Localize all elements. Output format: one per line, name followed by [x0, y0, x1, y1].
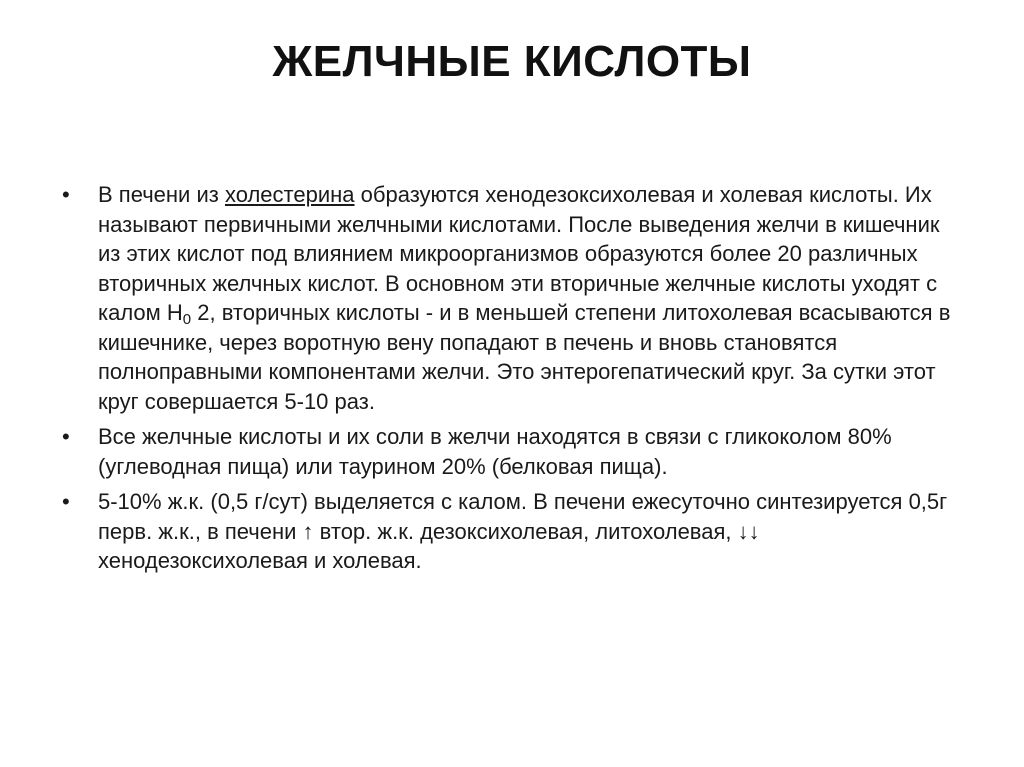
bullet-list: [62, 180, 962, 582]
slide-title: ЖЕЛЧНЫЕ КИСЛОТЫ: [272, 37, 752, 86]
bullet-1-text-start: В печени из: [98, 182, 225, 207]
bullet-3-text: 5-10% ж.к. (0,5 г/сут) выделяется с калом. В печени ежесуточно синтезируется 0,5г перв. ж.к., в печени ↑ втор. ж.к. дезоксихолевая, литохолевая, ↓↓ хенодезоксихолевая и холевая.: [98, 489, 948, 573]
subscript-zero: 0: [182, 311, 192, 328]
bullet-2-text: Все желчные кислоты и их соли в желчи находятся в связи с гликоколом 80% (углеводная пища) или таурином 20% (белковая пища).: [98, 424, 892, 479]
bullet-1-text-middle: образуются хенодезоксихолевая и холевая кислоты. Их называют первичными желчными кислотами. После выведения желчи в кишечник из этих кислот под влиянием микроорганизмов образуются более 20 различных вторичных желчных кислот. В основном эти вторичные желчные кислоты уходят с калом Н: [98, 182, 940, 325]
bullet-1-text-end: 2, вторичных кислоты - и в меньшей степени литохолевая всасываются в кишечнике, через воротную вену попадают в печень и вновь становятся полноправными компонентами желчи. Это энтерогепатический круг. За сутки этот круг совершается 5-10 раз.: [98, 300, 951, 414]
bullet-item-3: [62, 487, 962, 576]
bullet-marker: •: [62, 424, 70, 449]
bullet-item-2: [62, 422, 962, 481]
bullet-item-1: [62, 180, 962, 416]
cholesterol-link[interactable]: холестерина: [224, 182, 355, 207]
bullet-marker: •: [62, 182, 70, 207]
bullet-marker: •: [62, 489, 70, 514]
